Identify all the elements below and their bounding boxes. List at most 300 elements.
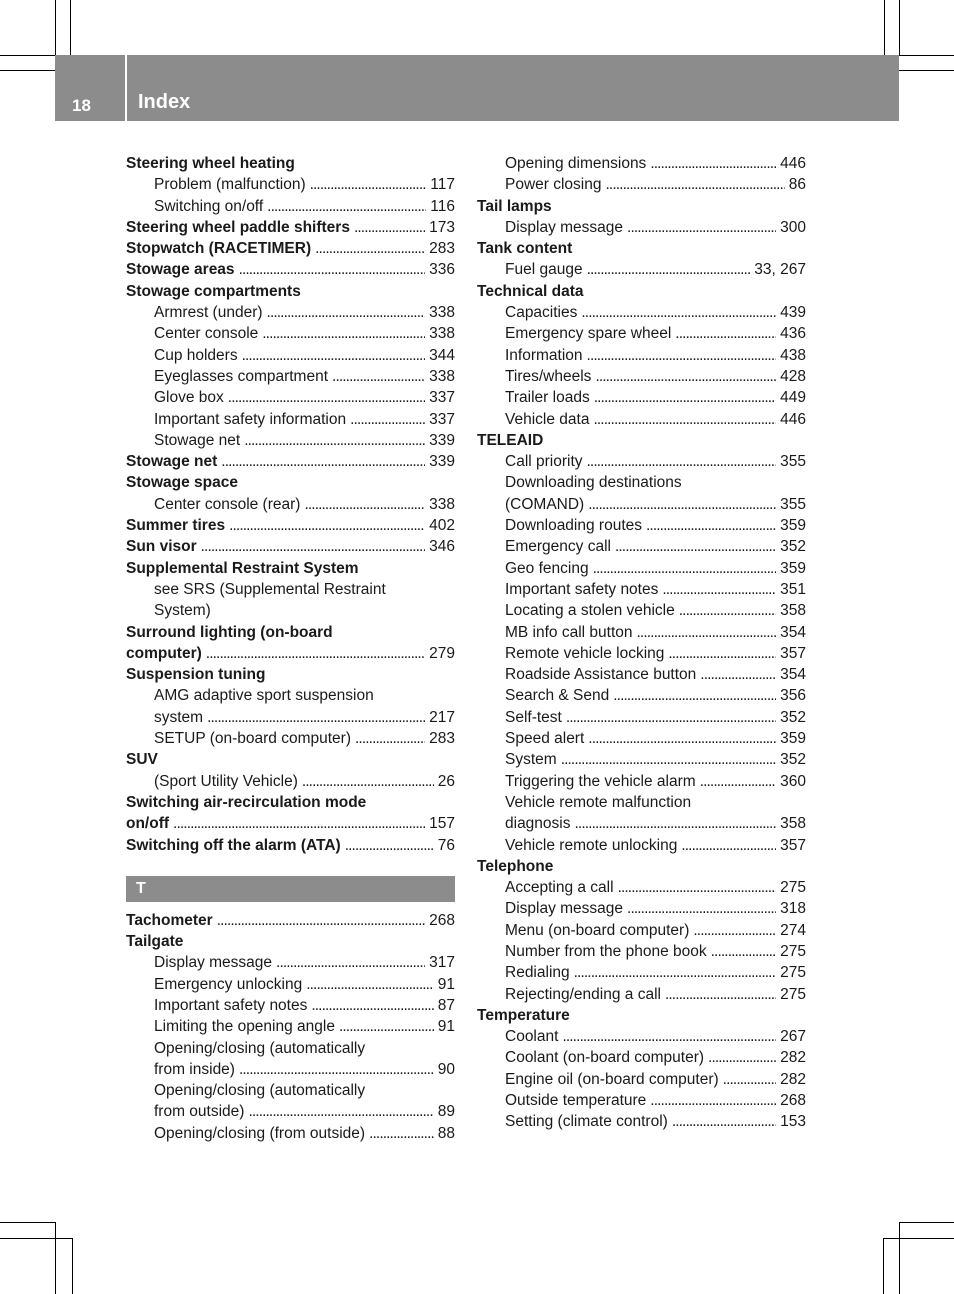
entry-text: Opening/closing (automatically <box>154 1039 366 1057</box>
entry-text: Emergency unlocking <box>154 975 303 993</box>
index-subentry <box>126 494 455 515</box>
page-reference: 33, 267 <box>754 261 806 279</box>
page-reference: 275 <box>780 964 806 982</box>
page-reference: 436 <box>780 325 806 343</box>
index-subentry <box>477 728 806 749</box>
dot-leader <box>566 707 776 728</box>
entry-text: Accepting a call <box>505 879 614 897</box>
index-subentry <box>477 1047 806 1068</box>
entry-text: Roadside Assistance button <box>505 666 697 684</box>
index-entry <box>126 792 455 813</box>
entry-text: Steering wheel heating <box>126 155 295 172</box>
entry-text: Engine oil (on-board computer) <box>505 1070 719 1088</box>
dot-leader <box>708 1047 776 1068</box>
dot-leader <box>217 910 425 931</box>
page-reference: 352 <box>780 708 806 726</box>
crop-mark <box>899 55 954 56</box>
entry-text: Sun visor <box>126 538 197 556</box>
crop-mark <box>883 1238 954 1239</box>
page-reference: 359 <box>780 559 806 577</box>
index-subentry <box>477 920 806 941</box>
index-subentry <box>477 664 806 685</box>
entry-text: Emergency spare wheel <box>505 325 672 343</box>
index-subentry <box>126 1016 455 1037</box>
index-subentry <box>477 494 806 515</box>
entry-text: Stowage areas <box>126 261 235 279</box>
index-subentry <box>477 749 806 770</box>
entry-text: Eyeglasses compartment <box>154 367 329 385</box>
dot-leader <box>242 345 426 366</box>
entry-text: Capacities <box>505 304 578 322</box>
page-reference: 351 <box>780 580 806 598</box>
dot-leader <box>276 952 425 973</box>
page-reference: 274 <box>780 921 806 939</box>
entry-text: computer) <box>126 644 202 662</box>
page-reference: 360 <box>780 772 806 790</box>
page-reference: 355 <box>780 495 806 513</box>
entry-text: Locating a stolen vehicle <box>505 602 675 620</box>
page-reference: 88 <box>437 1124 455 1142</box>
page-reference: 283 <box>429 730 455 748</box>
index-subentry <box>126 707 455 728</box>
dot-leader <box>668 643 776 664</box>
entry-text: Important safety information <box>154 410 347 428</box>
index-subentry <box>477 984 806 1005</box>
page-reference: 217 <box>429 708 455 726</box>
index-subentry <box>126 952 455 973</box>
index-entry <box>126 558 455 579</box>
dot-leader <box>562 1026 776 1047</box>
page-reference: 338 <box>429 304 455 322</box>
entry-text: SETUP (on-board computer) <box>154 730 351 748</box>
page-reference: 338 <box>429 495 455 513</box>
dot-leader <box>587 345 777 366</box>
entry-text: Vehicle data <box>505 410 590 428</box>
entry-text: Problem (malfunction) <box>154 176 306 194</box>
page-reference: 283 <box>429 240 455 258</box>
index-entry <box>126 515 455 536</box>
entry-text: Self-test <box>505 708 562 726</box>
entry-text: Tail lamps <box>477 197 552 215</box>
index-subentry <box>477 302 806 323</box>
dot-leader <box>229 515 425 536</box>
dot-leader <box>369 1123 434 1144</box>
index-subentry <box>477 323 806 344</box>
page-reference: 91 <box>437 1018 455 1036</box>
dot-leader <box>679 600 776 621</box>
page-reference: 352 <box>780 538 806 556</box>
dot-leader <box>588 494 776 515</box>
index-subentry <box>477 792 806 813</box>
page-reference: 86 <box>788 176 806 194</box>
dot-leader <box>173 813 425 834</box>
index-subentry <box>477 707 806 728</box>
page-reference: 275 <box>780 985 806 1003</box>
entry-text: Speed alert <box>505 730 585 748</box>
entry-text: Telephone <box>477 857 554 875</box>
dot-leader <box>201 536 425 557</box>
entry-text: system <box>154 708 204 726</box>
dot-leader <box>711 941 777 962</box>
index-entry <box>126 931 455 952</box>
page-reference: 116 <box>430 197 455 215</box>
index-subentry <box>126 323 455 344</box>
dot-leader <box>700 664 776 685</box>
index-entry <box>126 536 455 557</box>
entry-text: Outside temperature <box>505 1092 647 1110</box>
entry-text: Opening dimensions <box>505 155 647 172</box>
page-reference: 318 <box>780 900 806 918</box>
index-subentry <box>126 366 455 387</box>
index-subentry <box>477 345 806 366</box>
index-entry <box>126 153 455 174</box>
page-reference: 355 <box>780 453 806 471</box>
entry-text: Vehicle remote malfunction <box>505 793 692 811</box>
index-entry <box>126 813 455 834</box>
index-subentry <box>477 622 806 643</box>
index-subentry <box>477 1069 806 1090</box>
page-reference: 339 <box>429 453 455 471</box>
index-subentry <box>126 196 455 217</box>
entry-text: Stowage compartments <box>126 282 301 300</box>
index-entry <box>126 643 455 664</box>
index-subentry <box>477 558 806 579</box>
index-subentry <box>477 771 806 792</box>
page-reference: 446 <box>780 155 806 172</box>
page-reference: 279 <box>429 644 455 662</box>
dot-leader <box>637 622 777 643</box>
index-subentry <box>477 579 806 600</box>
dot-leader <box>355 728 425 749</box>
index-subentry <box>477 472 806 493</box>
index-entry <box>126 238 455 259</box>
index-subentry <box>477 898 806 919</box>
dot-leader <box>350 409 425 430</box>
dot-leader <box>561 749 776 770</box>
index-subentry <box>477 600 806 621</box>
entry-text: Downloading destinations <box>505 474 682 492</box>
entry-text: Call priority <box>505 453 583 471</box>
entry-text: Steering wheel paddle shifters <box>126 218 350 236</box>
entry-text: MB info call button <box>505 623 633 641</box>
crop-mark <box>55 0 56 55</box>
dot-leader <box>575 813 777 834</box>
index-subentry <box>126 1080 455 1101</box>
entry-text: Switching off the alarm (ATA) <box>126 836 341 854</box>
entry-text: Stowage net <box>154 431 241 449</box>
dot-leader <box>228 387 425 408</box>
entry-text: System <box>505 751 557 769</box>
dot-leader <box>267 196 426 217</box>
entry-text: Display message <box>505 218 624 236</box>
dot-leader <box>675 323 776 344</box>
index-subentry <box>477 685 806 706</box>
dot-leader <box>587 259 751 280</box>
index-subentry <box>126 1123 455 1144</box>
index-subentry <box>126 302 455 323</box>
page-reference: 449 <box>780 389 806 407</box>
index-subentry <box>477 259 806 280</box>
dot-leader <box>221 451 425 472</box>
dot-leader <box>723 1069 776 1090</box>
page-reference: 282 <box>780 1049 806 1067</box>
dot-leader <box>595 366 776 387</box>
entry-text: (Sport Utility Vehicle) <box>154 772 298 790</box>
entry-text: Stowage space <box>126 474 238 492</box>
page-reference: 336 <box>429 261 455 279</box>
entry-text: Limiting the opening angle <box>154 1018 335 1036</box>
dot-leader <box>244 430 425 451</box>
dot-leader <box>615 536 776 557</box>
page-reference: 354 <box>780 666 806 684</box>
entry-text: Switching air-recirculation mode <box>126 793 367 811</box>
index-entry <box>477 856 806 877</box>
index-entry <box>477 281 806 302</box>
entry-text: Stopwatch (RACETIMER) <box>126 240 312 258</box>
entry-text: Coolant (on-board computer) <box>505 1049 705 1067</box>
index-entry <box>126 835 455 856</box>
entry-text: SUV <box>126 751 158 769</box>
index-subentry <box>477 387 806 408</box>
index-subentry <box>126 974 455 995</box>
page-reference: 352 <box>780 751 806 769</box>
dot-leader <box>574 962 776 983</box>
index-entry <box>126 259 455 280</box>
index-subentry <box>477 366 806 387</box>
crop-mark <box>55 1222 56 1294</box>
entry-text: Important safety notes <box>505 580 659 598</box>
page-reference: 358 <box>780 602 806 620</box>
crop-mark <box>0 70 55 71</box>
dot-leader <box>662 579 776 600</box>
entry-text: Redialing <box>505 964 570 982</box>
dot-leader <box>354 217 425 238</box>
page-title: Index <box>138 91 191 113</box>
dot-leader <box>311 995 433 1016</box>
entry-text: Search & Send <box>505 687 610 705</box>
index-column-left <box>126 153 455 1144</box>
crop-mark <box>72 1238 73 1294</box>
page-reference: 357 <box>780 836 806 854</box>
crop-mark <box>899 1222 900 1294</box>
entry-text: Armrest (under) <box>154 304 263 322</box>
page-reference: 76 <box>437 836 455 854</box>
page-reference: 300 <box>780 218 806 236</box>
page-reference: 173 <box>429 218 455 236</box>
index-subentry <box>126 345 455 366</box>
index-subentry <box>126 995 455 1016</box>
index-entry <box>126 622 455 643</box>
page-reference: 356 <box>780 687 806 705</box>
index-subentry <box>477 1026 806 1047</box>
page-reference: 359 <box>780 730 806 748</box>
entry-text: Coolant <box>505 1028 559 1046</box>
dot-leader <box>593 558 777 579</box>
index-subentry <box>126 1101 455 1122</box>
dot-leader <box>665 984 776 1005</box>
dot-leader <box>581 302 776 323</box>
index-subentry <box>126 771 455 792</box>
entry-text: Supplemental Restraint System <box>126 559 359 577</box>
index-subentry <box>477 451 806 472</box>
index-entry <box>126 472 455 493</box>
entry-text: Temperature <box>477 1006 570 1024</box>
page-reference: 346 <box>429 538 455 556</box>
dot-leader <box>606 174 785 195</box>
page-reference: 89 <box>437 1103 455 1121</box>
page-reference: 337 <box>429 389 455 407</box>
entry-text: Downloading routes <box>505 517 643 535</box>
dot-leader <box>339 1016 434 1037</box>
dot-leader <box>345 835 434 856</box>
page-reference: 428 <box>780 367 806 385</box>
entry-text: Tank content <box>477 240 573 258</box>
index-entry <box>477 238 806 259</box>
page-number: 18 <box>72 96 91 115</box>
dot-leader <box>588 728 776 749</box>
entry-text: Glove box <box>154 389 224 407</box>
page-reference: 268 <box>780 1092 806 1110</box>
entry-text: from inside) <box>154 1060 235 1078</box>
page-reference: 317 <box>429 954 455 972</box>
crop-mark <box>0 1222 55 1223</box>
dot-leader <box>650 1090 776 1111</box>
dot-leader <box>267 302 426 323</box>
index-entry <box>126 281 455 302</box>
entry-text: from outside) <box>154 1103 245 1121</box>
entry-text: Tires/wheels <box>505 367 592 385</box>
entry-text: Summer tires <box>126 517 226 535</box>
entry-text: Information <box>505 346 583 364</box>
index-subentry <box>126 685 455 706</box>
entry-text: Display message <box>505 900 624 918</box>
index-subentry <box>477 1090 806 1111</box>
dot-leader <box>627 217 776 238</box>
entry-text: diagnosis <box>505 815 571 833</box>
entry-text: see SRS (Supplemental Restraint <box>154 580 386 598</box>
dot-leader <box>594 387 776 408</box>
entry-text: Fuel gauge <box>505 261 583 279</box>
page-reference: 358 <box>780 815 806 833</box>
index-subentry <box>126 387 455 408</box>
index-subentry <box>477 515 806 536</box>
page-reference: 90 <box>437 1060 455 1078</box>
dot-leader <box>315 238 425 259</box>
index-subentry <box>477 941 806 962</box>
index-subentry <box>126 409 455 430</box>
page-reference: 339 <box>429 431 455 449</box>
page-reference: 439 <box>780 304 806 322</box>
entry-text: Remote vehicle locking <box>505 644 665 662</box>
page-reference: 282 <box>780 1070 806 1088</box>
page-reference: 438 <box>780 346 806 364</box>
dot-leader <box>304 494 425 515</box>
crop-mark <box>883 1238 884 1294</box>
crop-mark <box>70 0 71 55</box>
index-subentry <box>477 174 806 195</box>
dot-leader <box>248 1101 433 1122</box>
dot-leader <box>306 974 434 995</box>
index-subentry <box>477 153 806 174</box>
page-reference: 357 <box>780 644 806 662</box>
dot-leader <box>239 259 426 280</box>
entry-text: Setting (climate control) <box>505 1113 668 1131</box>
index-entry <box>126 910 455 931</box>
page-reference: 117 <box>430 176 455 194</box>
entry-text: TELEAID <box>477 431 544 449</box>
crop-mark <box>899 70 954 71</box>
entry-text: (COMAND) <box>505 495 585 513</box>
entry-text: Rejecting/ending a call <box>505 985 661 1003</box>
entry-text: Menu (on-board computer) <box>505 921 690 939</box>
page-reference: 275 <box>780 879 806 897</box>
page-reference: 26 <box>437 772 455 790</box>
index-subentry <box>477 217 806 238</box>
index-subentry <box>477 877 806 898</box>
index-entry <box>477 196 806 217</box>
page-reference: 338 <box>429 325 455 343</box>
page-reference: 87 <box>437 996 455 1014</box>
section-heading: T <box>126 876 455 902</box>
index-subentry <box>126 579 455 600</box>
dot-leader <box>239 1059 434 1080</box>
dot-leader <box>618 877 777 898</box>
page-reference: 354 <box>780 623 806 641</box>
dot-leader <box>681 835 776 856</box>
page-reference: 337 <box>429 410 455 428</box>
dot-leader <box>587 451 777 472</box>
dot-leader <box>672 1111 776 1132</box>
dot-leader <box>262 323 425 344</box>
entry-text: Power closing <box>505 176 602 194</box>
index-subentry <box>477 409 806 430</box>
index-entry <box>126 664 455 685</box>
entry-text: Trailer loads <box>505 389 590 407</box>
dot-leader <box>646 515 776 536</box>
crop-mark <box>0 55 55 56</box>
dot-leader <box>302 771 434 792</box>
entry-text: Geo fencing <box>505 559 589 577</box>
page-reference: 275 <box>780 942 806 960</box>
index-subentry <box>477 643 806 664</box>
entry-text: Center console (rear) <box>154 495 301 513</box>
dot-leader <box>310 174 427 195</box>
index-column-right <box>477 153 806 1133</box>
index-subentry <box>477 962 806 983</box>
dot-leader <box>207 707 425 728</box>
entry-text: Center console <box>154 325 259 343</box>
index-subentry <box>477 536 806 557</box>
index-subentry <box>477 1111 806 1132</box>
header-divider <box>125 55 127 121</box>
entry-text: Opening/closing (from outside) <box>154 1124 366 1142</box>
entry-text: Technical data <box>477 282 584 300</box>
index-subentry <box>477 835 806 856</box>
index-subentry <box>126 600 455 621</box>
dot-leader <box>613 685 776 706</box>
entry-text: Stowage net <box>126 453 218 471</box>
entry-text: Surround lighting (on-board <box>126 623 333 641</box>
page-reference: 338 <box>429 367 455 385</box>
index-entry <box>126 749 455 770</box>
entry-text: Display message <box>154 954 273 972</box>
entry-text: Vehicle remote unlocking <box>505 836 678 854</box>
page-reference: 344 <box>429 346 455 364</box>
page-reference: 153 <box>780 1113 806 1131</box>
entry-text: on/off <box>126 815 170 833</box>
entry-text: Tailgate <box>126 933 184 951</box>
dot-leader <box>206 643 425 664</box>
